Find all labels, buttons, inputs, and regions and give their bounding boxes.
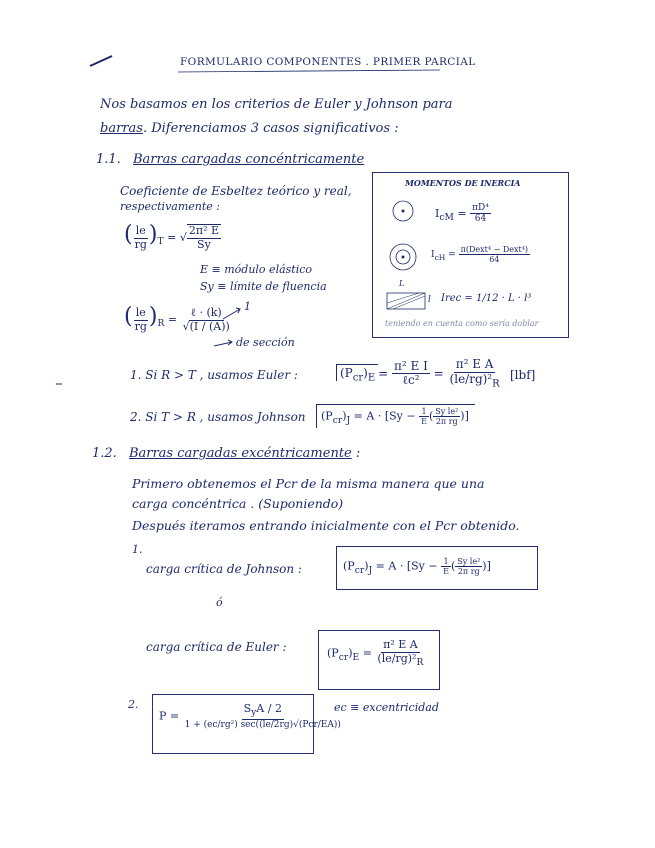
euler-formula-case1: $(P_{cr})_E$ = $\frac{\text{π² E I}}{\text{ℓc²}}$ = $\frac{\text{π² E A}}{(le/rg)^2_R}$	[336, 358, 502, 390]
euler-formula: $(P_{cr})_E$ = $\frac{\text{π² E A}}{(le/rg)^2_R}$	[327, 638, 424, 668]
johnson-formula: $(P_{cr})_J = A \cdot [Sy$ − $\frac{1}{E}$ ( $\frac{\text{Sy le²}}{\text{2π rg}}$ )]	[343, 557, 491, 577]
slenderness-text-1: Coeficiente de Esbeltez teórico y real,	[120, 184, 352, 198]
section-2-paragraph-1b: carga concéntrica . (Suponiendo)	[132, 496, 344, 511]
section-1-heading	[96, 152, 364, 167]
item-2-number: 2.	[128, 698, 139, 711]
item-1-number: 1.	[132, 543, 143, 556]
l-label: l	[428, 295, 431, 305]
E-definition: E ≡ módulo elástico	[200, 263, 313, 276]
section-2-title: Barras cargadas excéntricamente	[128, 446, 352, 461]
intro-line-2	[100, 121, 399, 136]
or-word: ó	[216, 596, 223, 609]
ich-formula: $I_{cH}$ = $\frac{\text{π(Dext⁴ − Dext⁴)}}{64}$	[431, 245, 529, 265]
section-1-title: Barras cargadas concéntricamente	[132, 152, 365, 167]
intro-word-barras: barras	[100, 121, 143, 136]
section-2-colon: :	[355, 446, 361, 461]
euler-formula-box	[318, 630, 440, 690]
johnson-critical-label: carga crítica de Johnson :	[146, 562, 302, 576]
L-label: L	[399, 279, 405, 288]
ec-definition: ec ≡ excentricidad	[334, 701, 439, 714]
irec-formula: Irec = 1/12 · L · l³	[441, 293, 532, 304]
section-2-paragraph-2: Después iteramos entrando inicialmente con el Pcr obtenido.	[132, 518, 520, 533]
euler-critical-label: carga crítica de Euler :	[146, 640, 287, 654]
real-slenderness-formula: ( $\frac{le}{rg}$ )$_R$ = $\frac{\text{ℓ · (k)}}{√(I / (A))}$	[124, 304, 230, 333]
unit-lbf: [lbf]	[510, 368, 536, 382]
arrow-label-1: 1	[244, 300, 251, 313]
johnson-formula-case2: $(P_{cr})_J = A \cdot [Sy$ − $\frac{1}{E}$ ( $\frac{\text{Sy le²}}{\text{2π rg}}$ )]	[316, 404, 475, 428]
section-2-number: 1.2.	[92, 446, 117, 461]
page-title: FORMULARIO COMPONENTES . PRIMER PARCIAL	[180, 56, 476, 68]
slenderness-text-2: respectivamente :	[120, 200, 220, 213]
inertia-box-note: teniendo en cuenta como sería doblar	[385, 319, 539, 328]
inertia-box-title: MOMENTOS DE INERCIA	[405, 178, 521, 188]
case-2-text: 2. Si T > R , usamos Johnson	[130, 410, 306, 424]
section-2-heading	[92, 446, 360, 461]
icm-formula: $I_{cM}$ = $\frac{\text{πD⁴}}{64}$	[435, 203, 489, 225]
Sy-definition: Sy ≡ límite de fluencia	[200, 280, 327, 293]
intro-line-2-rest: . Diferenciamos 3 casos significativos :	[142, 121, 399, 136]
inertia-box	[372, 172, 569, 338]
theoretical-slenderness-formula: ( $\frac{le}{rg}$ )$_T$ = √ $\frac{\text{2π² E}}{Sy}$	[124, 222, 220, 251]
intro-line-1: Nos basamos en los criterios de Euler y Johnson para	[100, 97, 453, 112]
arrow-label-seccion: de sección	[236, 336, 295, 349]
section-1-number: 1.1.	[96, 152, 121, 167]
secant-formula: P = $\frac{S_yA / 2}{\text{1 + (ec/rg²) sec((le/2rg)√(Pcr/EA))}}$	[159, 702, 341, 730]
johnson-formula-box	[336, 546, 538, 590]
secant-formula-box	[152, 694, 341, 754]
section-2-paragraph-1a: Primero obtenemos el Pcr de la misma manera que una	[132, 476, 485, 491]
case-1-text: 1. Si R > T , usamos Euler :	[130, 368, 298, 382]
